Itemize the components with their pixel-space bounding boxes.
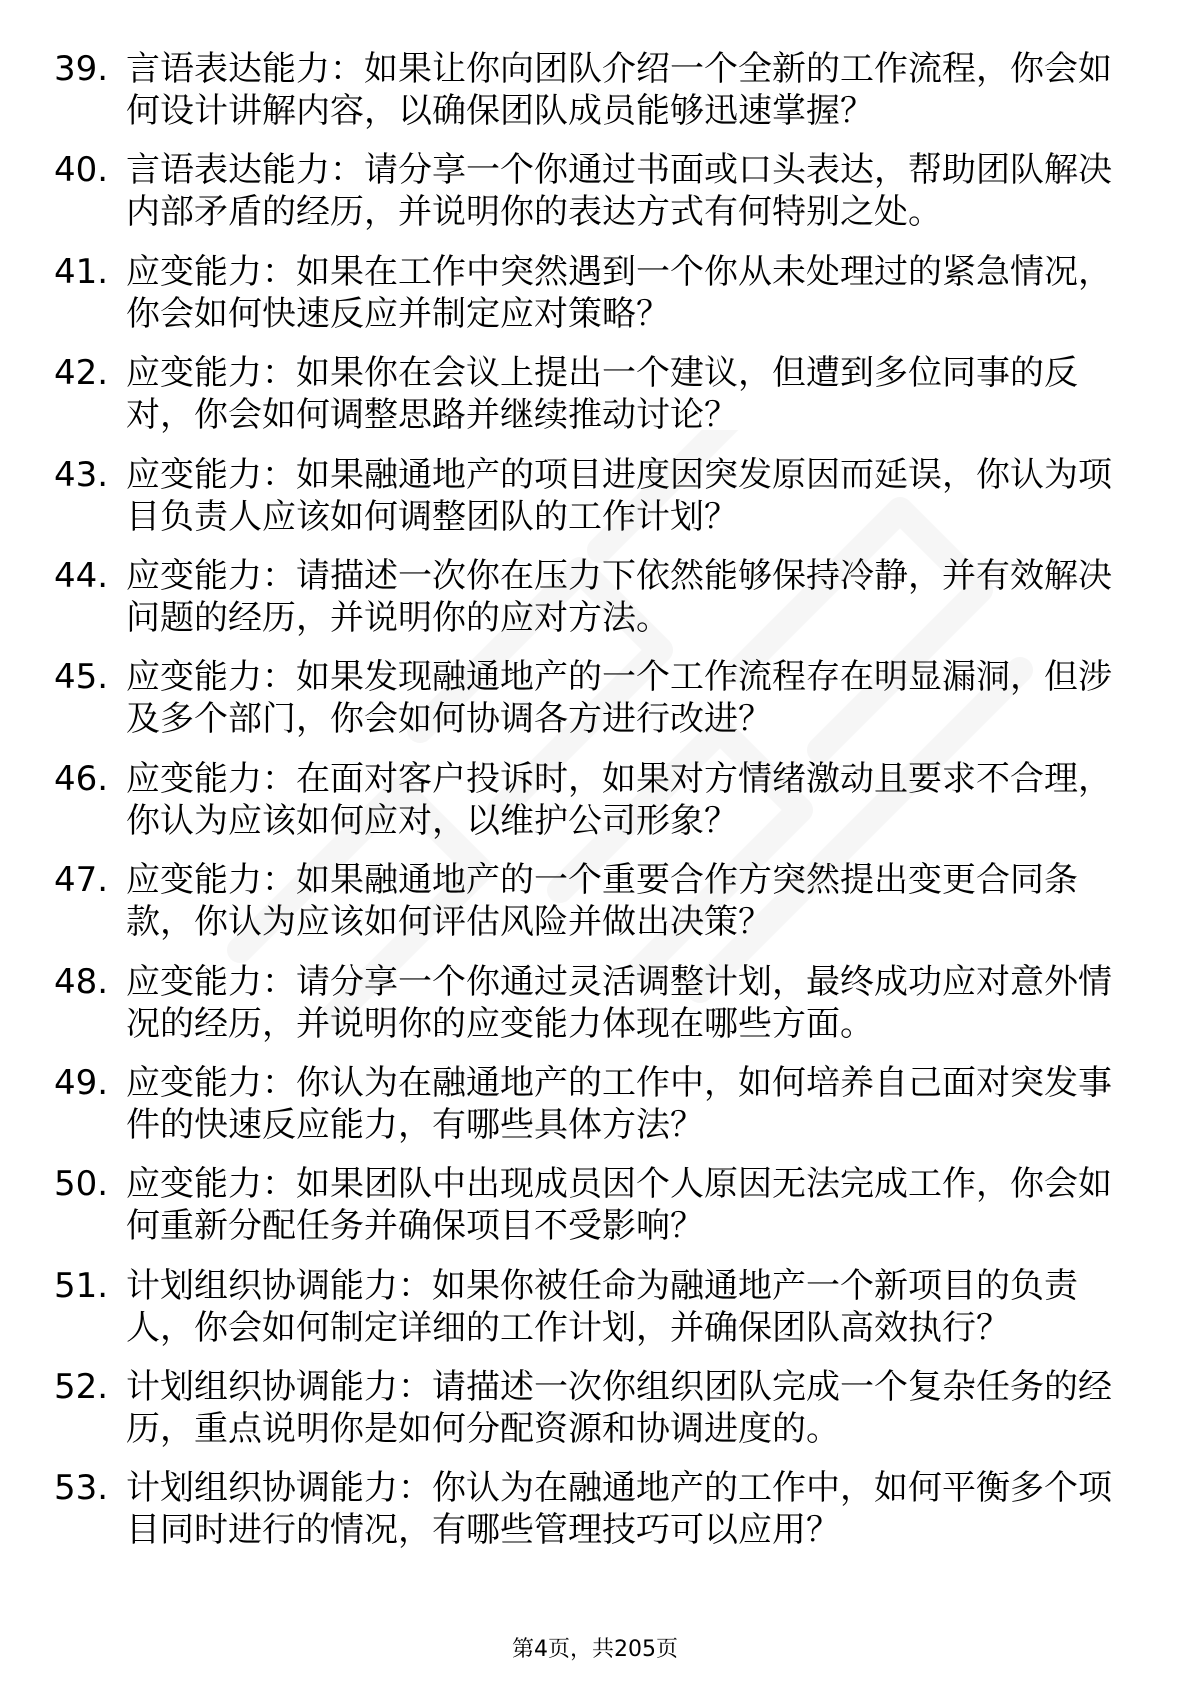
list-item bbox=[54, 149, 1130, 233]
question-number: 48. bbox=[54, 961, 109, 1002]
list-item bbox=[54, 555, 1130, 639]
question-number: 52. bbox=[54, 1367, 109, 1408]
list-item bbox=[54, 352, 1130, 436]
list-item bbox=[54, 1163, 1130, 1247]
list-item bbox=[54, 1265, 1130, 1349]
question-text: 计划组织协调能力：请描述一次你组织团队完成一个复杂任务的经历，重点说明你是如何分配资源和协调进度的。 bbox=[126, 1367, 1112, 1450]
question-text: 应变能力：你认为在融通地产的工作中，如何培养自己面对突发事件的快速反应能力，有哪些具体方法？ bbox=[126, 1062, 1112, 1145]
question-number: 41. bbox=[54, 251, 109, 292]
question-text: 应变能力：如果融通地产的一个重要合作方突然提出变更合同条款，你认为应该如何评估风险并做出决策？ bbox=[126, 860, 1078, 943]
question-number: 50. bbox=[54, 1164, 109, 1205]
list-item bbox=[54, 454, 1130, 538]
question-text: 应变能力：如果发现融通地产的一个工作流程存在明显漏洞，但涉及多个部门，你会如何协调各方进行改进？ bbox=[126, 657, 1112, 740]
question-text: 言语表达能力：请分享一个你通过书面或口头表达，帮助团队解决内部矛盾的经历，并说明你的表达方式有何特别之处。 bbox=[126, 150, 1112, 233]
list-item bbox=[54, 758, 1130, 842]
question-text: 应变能力：如果融通地产的项目进度因突发原因而延误，你认为项目负责人应该如何调整团队的工作计划？ bbox=[126, 454, 1112, 537]
question-number: 53. bbox=[54, 1468, 109, 1509]
question-number: 42. bbox=[54, 353, 109, 394]
list-item bbox=[54, 1366, 1130, 1450]
question-number: 46. bbox=[54, 758, 109, 799]
question-number: 39. bbox=[54, 49, 109, 89]
question-number: 49. bbox=[54, 1062, 109, 1103]
question-text: 计划组织协调能力：你认为在融通地产的工作中，如何平衡多个项目同时进行的情况，有哪些管理技巧可以应用？ bbox=[126, 1468, 1112, 1551]
question-text: 应变能力：如果团队中出现成员因个人原因无法完成工作，你会如何重新分配任务并确保项目不受影响？ bbox=[126, 1164, 1112, 1247]
question-number: 51. bbox=[54, 1265, 109, 1306]
question-text: 应变能力：如果你在会议上提出一个建议，但遭到多位同事的反对，你会如何调整思路并继续推动讨论？ bbox=[126, 353, 1078, 436]
list-item bbox=[54, 1062, 1130, 1146]
question-text: 应变能力：请分享一个你通过灵活调整计划，最终成功应对意外情况的经历，并说明你的应变能力体现在哪些方面。 bbox=[126, 961, 1112, 1044]
question-list bbox=[54, 48, 1130, 1569]
list-item bbox=[54, 859, 1130, 943]
list-item bbox=[54, 48, 1130, 132]
question-number: 45. bbox=[54, 657, 109, 698]
question-number: 43. bbox=[54, 454, 109, 495]
question-text: 应变能力：请描述一次你在压力下依然能够保持冷静，并有效解决问题的经历，并说明你的应对方法。 bbox=[126, 555, 1112, 638]
question-number: 44. bbox=[54, 555, 109, 596]
list-item bbox=[54, 1467, 1130, 1551]
page-footer: 第4页，共205页 bbox=[512, 1637, 678, 1662]
question-number: 40. bbox=[54, 150, 109, 191]
question-text: 应变能力：如果在工作中突然遇到一个你从未处理过的紧急情况，你会如何快速反应并制定应对策略？ bbox=[126, 251, 1112, 334]
list-item bbox=[54, 656, 1130, 740]
question-text: 计划组织协调能力：如果你被任命为融通地产一个新项目的负责人，你会如何制定详细的工作计划，并确保团队高效执行？ bbox=[126, 1265, 1078, 1348]
question-text: 应变能力：在面对客户投诉时，如果对方情绪激动且要求不合理，你认为应该如何应对，以维护公司形象？ bbox=[126, 758, 1112, 841]
question-number: 47. bbox=[54, 860, 109, 901]
list-item bbox=[54, 251, 1130, 335]
question-text: 言语表达能力：如果让你向团队介绍一个全新的工作流程，你会如何设计讲解内容，以确保团队成员能够迅速掌握？ bbox=[126, 49, 1112, 131]
list-item bbox=[54, 961, 1130, 1045]
